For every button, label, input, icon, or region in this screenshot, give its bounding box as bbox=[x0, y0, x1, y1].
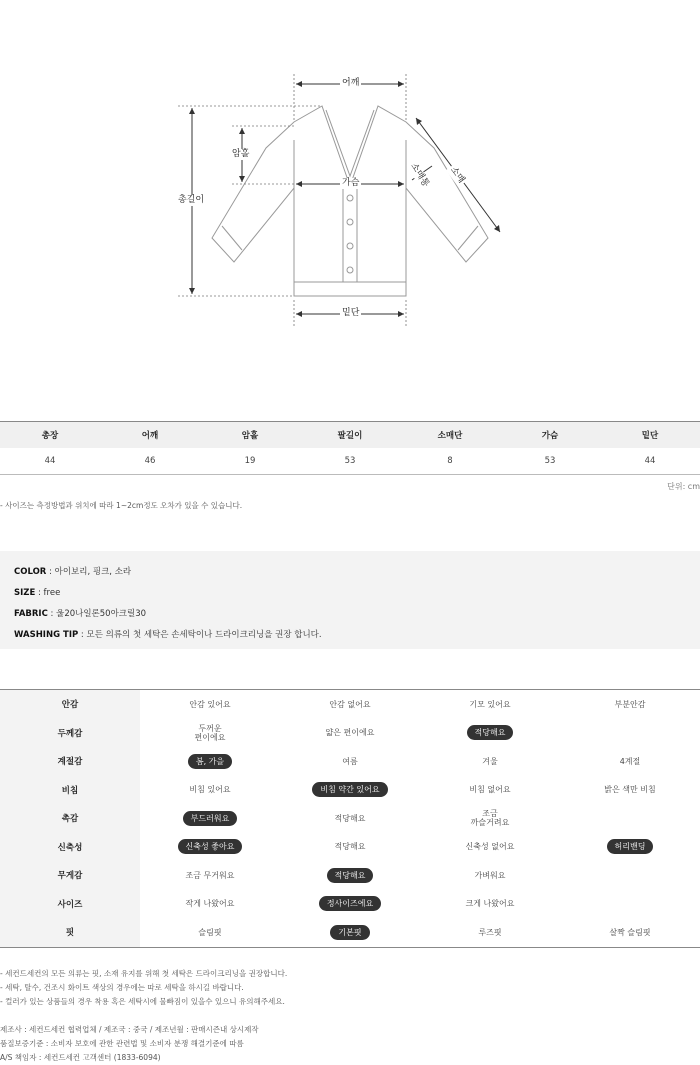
info-washing bbox=[14, 625, 686, 646]
fabric-option-text: 신축성 좋아요 bbox=[178, 839, 243, 854]
fabric-option bbox=[560, 804, 700, 833]
size-note: - 사이즈는 측정방법과 위치에 따라 1~2cm정도 오차가 있을 수 있습니다. bbox=[0, 501, 243, 510]
fabric-option bbox=[560, 776, 700, 805]
fabric-row bbox=[0, 804, 700, 833]
fabric-option bbox=[420, 833, 560, 862]
fabric-option bbox=[140, 747, 280, 776]
fabric-option-text: 4계절 bbox=[619, 756, 641, 766]
fabric-option bbox=[280, 890, 420, 919]
fabric-option bbox=[280, 833, 420, 862]
info-fabric-label: FABRIC bbox=[14, 609, 48, 619]
fabric-option-text: 기모 있어요 bbox=[469, 699, 511, 709]
fabric-row bbox=[0, 690, 700, 719]
fabric-option bbox=[280, 861, 420, 890]
fabric-option-text: 비침 있어요 bbox=[189, 785, 231, 795]
fabric-option bbox=[420, 861, 560, 890]
fabric-row bbox=[0, 890, 700, 919]
fabric-option-text: 봄, 가을 bbox=[188, 754, 232, 769]
fabric-row bbox=[0, 747, 700, 776]
fabric-row-label: 핏 bbox=[0, 918, 140, 947]
fabric-option bbox=[420, 690, 560, 719]
fabric-option bbox=[420, 918, 560, 947]
fabric-option bbox=[140, 776, 280, 805]
maker-line: 품질보증기준 : 소비자 보호에 관한 관련법 및 소비자 분쟁 해결기준에 따름 bbox=[0, 1039, 244, 1048]
fabric-row bbox=[0, 918, 700, 947]
fabric-option-text: 조금 무거워요 bbox=[185, 870, 235, 880]
label-hem: 밑단 bbox=[342, 308, 360, 318]
fabric-option bbox=[140, 690, 280, 719]
fabric-option-text: 신축성 없어요 bbox=[465, 842, 515, 852]
fabric-option-text: 적당해요 bbox=[467, 725, 514, 740]
fabric-option bbox=[140, 804, 280, 833]
size-header-cell: 소매단 bbox=[437, 431, 463, 441]
fabric-row bbox=[0, 776, 700, 805]
label-total-length: 총길이 bbox=[178, 195, 205, 205]
fabric-option-text: 루즈핏 bbox=[478, 927, 502, 937]
maker-line: 제조사 : 세컨드세컨 협력업체 / 제조국 : 중국 / 제조년월 : 판매시즌내 상시제작 bbox=[0, 1025, 259, 1034]
size-value-cell: 53 bbox=[344, 456, 356, 466]
info-washing-value: : 모든 의류의 첫 세탁은 손세탁이나 드라이크리닝을 권장 합니다. bbox=[78, 630, 322, 640]
fabric-row-label: 두께감 bbox=[0, 719, 140, 748]
fabric-option-text: 밝은 색만 비침 bbox=[604, 785, 656, 795]
fabric-option bbox=[280, 690, 420, 719]
fabric-option bbox=[280, 804, 420, 833]
fabric-row bbox=[0, 719, 700, 748]
info-size-value: : free bbox=[35, 588, 61, 598]
info-fabric bbox=[14, 604, 686, 625]
fabric-option-text: 비침 없어요 bbox=[469, 785, 511, 795]
fabric-option bbox=[560, 719, 700, 748]
fabric-option bbox=[420, 804, 560, 833]
size-value-cell: 44 bbox=[44, 456, 56, 466]
care-note: - 세탁, 탈수, 건조시 화이트 색상의 경우에는 따로 세탁을 하시길 바랍니다. bbox=[0, 983, 244, 992]
fabric-option-text: 살짝 슬림핏 bbox=[609, 927, 651, 937]
fabric-row-label: 무게감 bbox=[0, 861, 140, 890]
fabric-option bbox=[280, 918, 420, 947]
fabric-option bbox=[560, 890, 700, 919]
fabric-option bbox=[420, 747, 560, 776]
fabric-option-text: 정사이즈에요 bbox=[319, 896, 381, 911]
fabric-option bbox=[560, 747, 700, 776]
fabric-option bbox=[420, 890, 560, 919]
size-header-cell: 어깨 bbox=[141, 431, 159, 441]
size-value-cell: 44 bbox=[644, 456, 656, 466]
fabric-option bbox=[280, 776, 420, 805]
size-header-cell: 가슴 bbox=[541, 431, 559, 441]
fabric-option-text: 안감 있어요 bbox=[189, 699, 231, 709]
fabric-option bbox=[560, 833, 700, 862]
label-shoulder: 어깨 bbox=[342, 78, 360, 88]
fabric-option-text: 겨울 bbox=[482, 756, 498, 766]
fabric-option-text: 두꺼운 편이에요 bbox=[194, 723, 226, 742]
fabric-option-text: 비침 약간 있어요 bbox=[312, 782, 387, 797]
fabric-option bbox=[140, 918, 280, 947]
size-header-cell: 밑단 bbox=[641, 431, 659, 441]
size-header-cell: 암홀 bbox=[241, 431, 259, 441]
fabric-option-text: 가벼워요 bbox=[474, 870, 506, 880]
fabric-row-label: 안감 bbox=[0, 690, 140, 719]
size-value-cell: 46 bbox=[144, 456, 156, 466]
size-table-header bbox=[0, 422, 700, 448]
size-value-cell: 8 bbox=[447, 456, 453, 466]
fabric-option-text: 작게 나왔어요 bbox=[185, 899, 235, 909]
size-unit: 단위: cm bbox=[667, 482, 700, 491]
maker-info bbox=[0, 1023, 259, 1065]
fabric-row-label: 비침 bbox=[0, 776, 140, 805]
label-sleeve: 소매 bbox=[446, 164, 467, 188]
fabric-row-label: 사이즈 bbox=[0, 890, 140, 919]
fabric-property-table bbox=[0, 689, 700, 948]
label-chest: 가슴 bbox=[342, 178, 360, 188]
fabric-option-text: 얇은 편이에요 bbox=[325, 728, 375, 738]
fabric-option-text: 안감 없어요 bbox=[329, 699, 371, 709]
fabric-option bbox=[280, 719, 420, 748]
fabric-option-text: 조금 까슬거려요 bbox=[470, 809, 510, 828]
fabric-option bbox=[420, 719, 560, 748]
fabric-option-text: 여름 bbox=[342, 756, 358, 766]
info-color bbox=[14, 562, 686, 583]
cardigan-illustration bbox=[0, 0, 700, 345]
care-note: - 세컨드세컨의 모든 의류는 핏, 소재 유지를 위해 첫 세탁은 드라이크리닝을 권장합니다. bbox=[0, 969, 288, 978]
size-table-row bbox=[0, 448, 700, 474]
fabric-row-label: 촉감 bbox=[0, 804, 140, 833]
fabric-option-text: 허리밴딩 bbox=[607, 839, 654, 854]
fabric-option bbox=[140, 890, 280, 919]
fabric-option-text: 부분안감 bbox=[614, 699, 646, 709]
fabric-option-text: 크게 나왔어요 bbox=[465, 899, 515, 909]
info-fabric-value: : 울20나일론50아크릴30 bbox=[47, 609, 147, 619]
maker-line: A/S 책임자 : 세컨드세컨 고객센터 (1833-6094) bbox=[0, 1053, 161, 1062]
fabric-option bbox=[420, 776, 560, 805]
size-table bbox=[0, 421, 700, 475]
fabric-option-text: 기본핏 bbox=[330, 925, 369, 940]
size-header-cell: 총장 bbox=[41, 431, 59, 441]
label-cuff: 소매통 bbox=[406, 160, 431, 191]
care-notes bbox=[0, 967, 287, 1009]
info-color-label: COLOR bbox=[14, 567, 47, 577]
info-size-label: SIZE bbox=[14, 588, 36, 598]
size-value-cell: 19 bbox=[244, 456, 256, 466]
fabric-row-label: 신축성 bbox=[0, 833, 140, 862]
info-washing-label: WASHING TIP bbox=[14, 630, 79, 640]
fabric-option bbox=[560, 918, 700, 947]
label-armhole: 암홀 bbox=[232, 149, 250, 159]
size-value-cell: 53 bbox=[544, 456, 556, 466]
fabric-option bbox=[140, 833, 280, 862]
product-info-box bbox=[0, 551, 700, 649]
fabric-option bbox=[140, 861, 280, 890]
fabric-option bbox=[560, 861, 700, 890]
info-color-value: : 아이보리, 핑크, 소라 bbox=[46, 567, 132, 577]
fabric-option-text: 적당해요 bbox=[334, 842, 366, 852]
care-note: - 컬러가 있는 상품들의 경우 착용 혹은 세탁시에 물빠짐이 있을수 있으니 유의해주세요. bbox=[0, 997, 285, 1006]
fabric-option-text: 적당해요 bbox=[327, 868, 374, 883]
fabric-option bbox=[280, 747, 420, 776]
fabric-row bbox=[0, 861, 700, 890]
fabric-option-text: 부드러워요 bbox=[183, 811, 238, 826]
info-size bbox=[14, 583, 686, 604]
fabric-row bbox=[0, 833, 700, 862]
size-diagram bbox=[0, 0, 700, 345]
fabric-option-text: 슬림핏 bbox=[198, 927, 222, 937]
fabric-option bbox=[560, 690, 700, 719]
fabric-option bbox=[140, 719, 280, 748]
size-header-cell: 팔길이 bbox=[337, 431, 363, 441]
fabric-option-text: 적당해요 bbox=[334, 813, 366, 823]
fabric-row-label: 계절감 bbox=[0, 747, 140, 776]
